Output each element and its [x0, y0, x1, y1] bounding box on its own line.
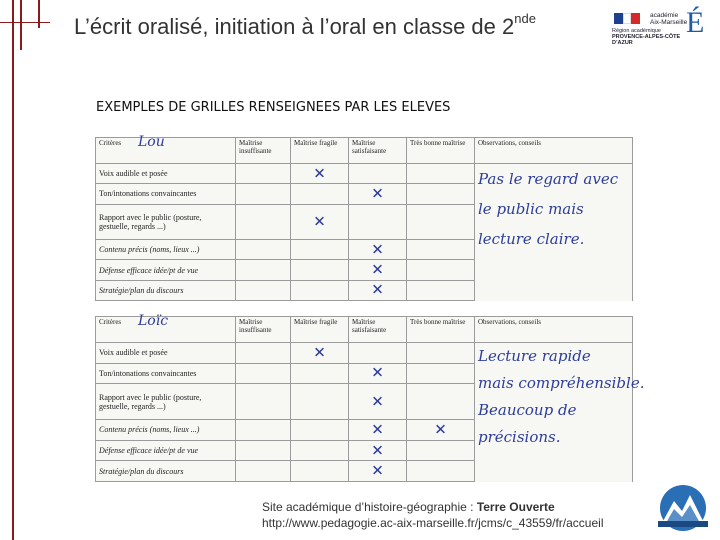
grid-header-cell: Maîtrise insuffisante — [236, 317, 291, 343]
cross-mark-icon: ✕ — [371, 240, 384, 259]
region-name: Région académique PROVENCE-ALPES-CÔTE D’AZUR — [612, 28, 681, 46]
cross-mark-icon: ✕ — [371, 420, 384, 439]
criterion-label: Contenu précis (noms, lieux ...) — [96, 420, 236, 441]
cross-mark-icon: ✕ — [371, 184, 384, 203]
cross-mark-icon: ✕ — [371, 363, 384, 382]
grid-cell — [291, 440, 349, 461]
grid-cell — [349, 343, 407, 364]
grid-cell — [407, 280, 475, 300]
grid-header-cell: Critères Lou — [96, 138, 236, 164]
grid-cell — [236, 363, 291, 384]
grid-header-cell: Maîtrise satisfaisante — [349, 138, 407, 164]
grid-cell — [349, 184, 407, 204]
grid-cell — [349, 204, 407, 240]
slide-title — [74, 11, 536, 40]
observations-handwriting-2 — [478, 343, 644, 451]
cross-mark-icon: ✕ — [434, 420, 447, 439]
terre-ouverte-logo — [652, 483, 714, 533]
grid-header-cell: Maîtrise fragile — [291, 317, 349, 343]
decor-bar-left — [12, 0, 14, 540]
criterion-label: Rapport avec le public (posture, gestuelle, regards ...) — [96, 204, 236, 240]
grid-cell — [349, 363, 407, 384]
criterion-label: Défense efficace idée/pt de vue — [96, 440, 236, 461]
grid-cell — [291, 260, 349, 280]
grid-header-cell: Observations, conseils — [475, 317, 633, 343]
academy-letter-logo: É — [686, 6, 705, 39]
criterion-label: Défense efficace idée/pt de vue — [96, 260, 236, 280]
grid-cell — [349, 280, 407, 300]
section-subtitle: EXEMPLES DE GRILLES RENSEIGNEES PAR LES ELEVES — [96, 100, 451, 115]
criterion-label: Voix audible et posée — [96, 164, 236, 184]
grid-cell — [236, 184, 291, 204]
decor-bar-left-3 — [38, 0, 40, 28]
republic-flag-icon — [614, 11, 640, 22]
grid-cell — [236, 260, 291, 280]
grid-cell — [236, 280, 291, 300]
grid-cell — [291, 343, 349, 364]
grid-cell — [407, 384, 475, 420]
cross-mark-icon: ✕ — [313, 212, 326, 231]
grid-cell — [349, 240, 407, 260]
grid-cell — [291, 240, 349, 260]
grid-cell — [407, 420, 475, 441]
criterion-label: Rapport avec le public (posture, gestuelle, regards ...) — [96, 384, 236, 420]
grid-header-cell: Critères Loïc — [96, 317, 236, 343]
footer-line-1: Site académique d’histoire-géographie : Terre Ouverte — [262, 500, 555, 514]
decor-bar-top — [0, 22, 50, 23]
table-row — [96, 461, 633, 482]
criterion-label: Stratégie/plan du discours — [96, 461, 236, 482]
student-name: Lou — [138, 134, 165, 150]
criterion-label: Ton/intonations convaincantes — [96, 363, 236, 384]
grid-header-cell: Observations, conseils — [475, 138, 633, 164]
grid-cell — [407, 440, 475, 461]
grid-cell — [407, 343, 475, 364]
grid-cell — [349, 420, 407, 441]
academy-logo — [612, 8, 712, 54]
academy-name: académie Aix-Marseille — [650, 12, 688, 26]
criterion-label: Stratégie/plan du discours — [96, 280, 236, 300]
grid-cell — [349, 440, 407, 461]
observations-handwriting-1 — [478, 164, 618, 254]
grid-cell — [407, 184, 475, 204]
grid-cell — [236, 240, 291, 260]
grid-header-cell: Maîtrise fragile — [291, 138, 349, 164]
grid-cell — [236, 204, 291, 240]
observation-line: Pas le regard avec — [478, 170, 619, 188]
grid-cell — [291, 420, 349, 441]
cross-mark-icon: ✕ — [371, 260, 384, 279]
grid-cell — [407, 260, 475, 280]
student-name: Loïc — [138, 313, 169, 329]
grid-cell — [236, 440, 291, 461]
grid-cell — [236, 164, 291, 184]
observation-line: Beaucoup de — [478, 401, 577, 419]
grid-cell — [236, 343, 291, 364]
grid-cell — [291, 184, 349, 204]
grid-cell — [291, 384, 349, 420]
table-row — [96, 280, 633, 300]
grid-cell — [236, 384, 291, 420]
grid-cell — [407, 204, 475, 240]
criterion-label: Ton/intonations convaincantes — [96, 184, 236, 204]
grid-cell — [291, 204, 349, 240]
grid-cell — [407, 461, 475, 482]
cross-mark-icon: ✕ — [371, 441, 384, 460]
slide-title-superscript: nde — [514, 11, 536, 26]
grid-header-cell: Très bonne maîtrise — [407, 138, 475, 164]
grid-header-cell: Maîtrise satisfaisante — [349, 317, 407, 343]
grid-cell — [407, 164, 475, 184]
grid-cell — [291, 363, 349, 384]
observation-line: mais compréhensible. — [478, 374, 645, 392]
grid-cell — [291, 461, 349, 482]
grid-cell — [291, 280, 349, 300]
cross-mark-icon: ✕ — [371, 392, 384, 411]
grid-cell — [236, 461, 291, 482]
decor-bar-left-2 — [20, 0, 22, 50]
footer-credit — [262, 499, 603, 531]
observation-cell — [475, 260, 633, 280]
grid-cell — [349, 164, 407, 184]
grid-cell — [349, 260, 407, 280]
slide-title-text: L’écrit oralisé, initiation à l’oral en classe de 2 — [74, 14, 515, 39]
grid-cell — [291, 164, 349, 184]
observation-line: Lecture rapide — [478, 347, 591, 365]
observation-cell — [475, 461, 633, 482]
grid-cell — [407, 240, 475, 260]
criterion-label: Voix audible et posée — [96, 343, 236, 364]
cross-mark-icon: ✕ — [371, 280, 384, 299]
cross-mark-icon: ✕ — [313, 343, 326, 362]
observation-line: le public mais — [478, 200, 584, 218]
grid-header-cell: Très bonne maîtrise — [407, 317, 475, 343]
footer-url[interactable]: http://www.pedagogie.ac-aix-marseille.fr/jcms/c_43559/fr/accueil — [262, 516, 604, 530]
observation-line: précisions. — [478, 428, 561, 446]
grid-cell — [349, 384, 407, 420]
table-row — [96, 260, 633, 280]
criterion-label: Contenu précis (noms, lieux ...) — [96, 240, 236, 260]
grid-cell — [236, 420, 291, 441]
observation-cell — [475, 280, 633, 300]
observation-line: lecture claire. — [478, 230, 585, 248]
cross-mark-icon: ✕ — [371, 461, 384, 480]
grid-cell — [349, 461, 407, 482]
grid-cell — [407, 363, 475, 384]
grid-header-cell: Maîtrise insuffisante — [236, 138, 291, 164]
cross-mark-icon: ✕ — [313, 164, 326, 183]
